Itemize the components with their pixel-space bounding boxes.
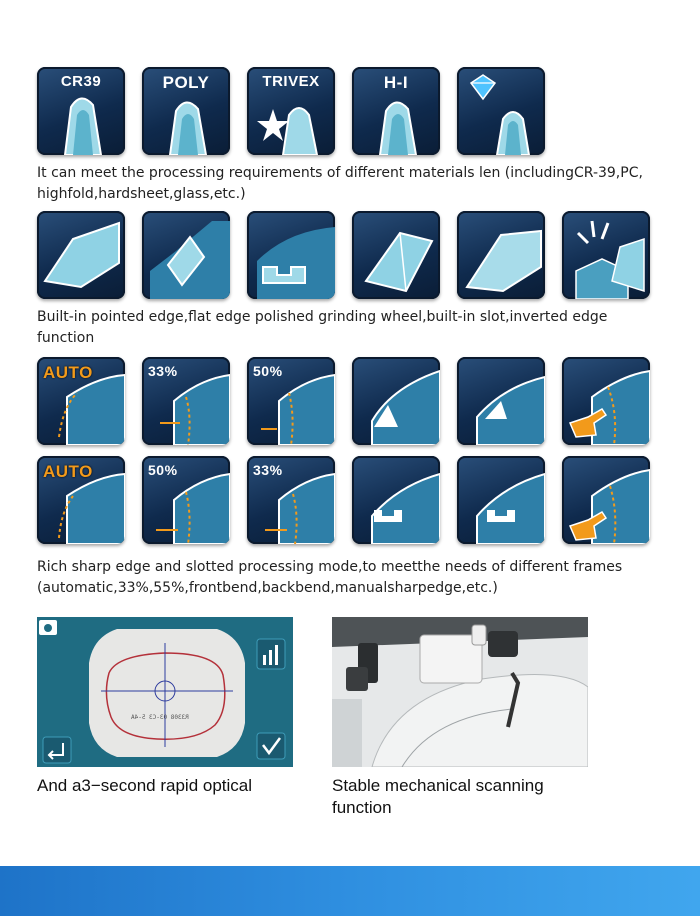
mode-label: 33%: [148, 363, 178, 379]
optical-scan-screen: [37, 617, 293, 767]
material-poly-tile[interactable]: [142, 67, 230, 155]
mode-33-tile[interactable]: [142, 357, 230, 445]
slot-edge-icon: [247, 211, 335, 299]
inverted-edge-icon: [352, 211, 440, 299]
scanning-caption: Stable mechanical scanning function: [332, 776, 544, 817]
optical-caption: And a3−second rapid optical: [37, 776, 253, 795]
slot-edge-tile[interactable]: [247, 211, 335, 299]
slot-manual-tile[interactable]: [562, 456, 650, 544]
pointed-edge-tile[interactable]: [37, 211, 125, 299]
mode-manual-tile[interactable]: [562, 357, 650, 445]
mode-label: 50%: [253, 363, 283, 379]
lens-readout: R3308 03-C3 5-4A: [131, 714, 189, 721]
mode-auto-tile[interactable]: [37, 357, 125, 445]
material-glass-tile[interactable]: [457, 67, 545, 155]
flat-edge-icon: [142, 211, 230, 299]
edges-caption: Built-in pointed edge,flat edge polished grinding wheel,built-in slot,inverted edge function: [37, 309, 608, 346]
return-icon[interactable]: [43, 737, 71, 763]
slot-33-tile[interactable]: [247, 456, 335, 544]
mode-label: AUTO: [43, 462, 93, 481]
slot-back-tile[interactable]: [457, 456, 545, 544]
inverted-edge-tile[interactable]: [352, 211, 440, 299]
material-label: POLY: [162, 73, 210, 92]
mode-label: 33%: [253, 462, 283, 478]
mode-label: AUTO: [43, 363, 93, 382]
slot-50-tile[interactable]: [142, 456, 230, 544]
tracer-mechanism-graphic: [332, 617, 588, 767]
material-label: TRIVEX: [262, 73, 320, 90]
material-label: H-I: [383, 73, 409, 92]
mode-50-tile[interactable]: [247, 357, 335, 445]
mode-tiles-row-1: [37, 357, 650, 445]
materials-caption: It can meet the processing requirements of different materials len (includingCR-39,PC, highfold,hardsheet,glass,etc.): [37, 165, 643, 202]
manual-hand-icon: [562, 456, 650, 544]
diamond-icon: [457, 67, 545, 155]
optical-screen-graphic: [37, 617, 293, 767]
manual-hand-icon: [562, 357, 650, 445]
back-slot-icon: [457, 456, 545, 544]
sparkle-edge-icon: [562, 211, 650, 299]
material-label: CR39: [60, 73, 102, 90]
footer-bar: [0, 866, 700, 916]
mode-tiles-row-2: [37, 456, 650, 544]
flat-edge-tile[interactable]: [142, 211, 230, 299]
shine-edge-tile[interactable]: [562, 211, 650, 299]
mechanical-scan-photo: [332, 617, 588, 767]
polished-edge-tile[interactable]: [457, 211, 545, 299]
confirm-check-icon[interactable]: [257, 733, 285, 759]
material-tiles-row: [37, 67, 545, 155]
mode-frontbend-tile[interactable]: [352, 357, 440, 445]
camera-icon[interactable]: [39, 620, 57, 635]
modes-caption: Rich sharp edge and slotted processing mode,to meetthe needs of different frames (automatic,33%,55%,frontbend,backbend,manualsharpedge,etc.): [37, 559, 623, 596]
polished-edge-icon: [457, 211, 545, 299]
back-bend-icon: [457, 357, 545, 445]
mode-backbend-tile[interactable]: [457, 357, 545, 445]
signal-bars-icon[interactable]: [257, 639, 285, 669]
pointed-edge-icon: [37, 211, 125, 299]
front-bend-icon: [352, 357, 440, 445]
slot-auto-tile[interactable]: [37, 456, 125, 544]
front-slot-icon: [352, 456, 440, 544]
slot-front-tile[interactable]: [352, 456, 440, 544]
mode-label: 50%: [148, 462, 178, 478]
material-cr39-tile[interactable]: [37, 67, 125, 155]
edge-tiles-row: [37, 211, 650, 299]
material-trivex-tile[interactable]: [247, 67, 335, 155]
material-hi-tile[interactable]: [352, 67, 440, 155]
